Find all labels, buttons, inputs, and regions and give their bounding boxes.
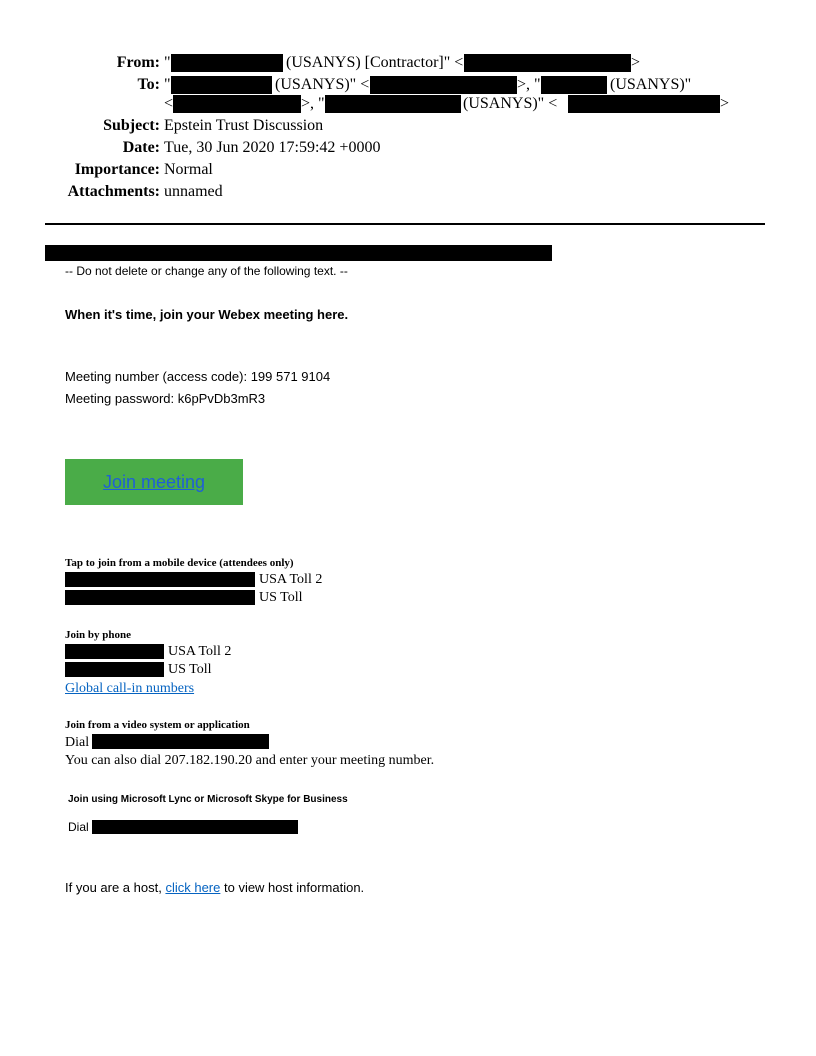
to-line2-text-2: (USANYS)" < [463, 95, 558, 112]
from-value [164, 53, 171, 73]
phone-toll: US Toll [168, 662, 212, 677]
mobile-heading: Tap to join from a mobile device (attendees only) [65, 557, 294, 569]
mobile-toll2: USA Toll 2 [259, 572, 323, 587]
redaction-box [568, 95, 720, 113]
to-line2-text-1: >, " [301, 95, 325, 112]
redaction-box [65, 572, 255, 587]
meeting-number: Meeting number (access code): 199 571 9104 [65, 369, 331, 384]
redaction-box [370, 76, 517, 94]
redaction-box [65, 662, 164, 677]
join-meeting-label: Join meeting [102, 471, 206, 492]
header-divider [45, 223, 765, 225]
subject-value: Epstein Trust Discussion [164, 117, 324, 134]
redaction-box [171, 54, 283, 72]
redaction-box [464, 54, 631, 72]
redaction-box [92, 820, 298, 834]
to-line2-open: < [164, 95, 174, 112]
global-call-in-link[interactable]: Global call-in numbers [65, 681, 195, 696]
phone-heading: Join by phone [65, 629, 132, 641]
to-open-quote: " [164, 76, 171, 93]
to-line2-close: > [720, 95, 730, 112]
from-text: (USANYS) [Contractor]" < [286, 54, 464, 71]
phone-toll2: USA Toll 2 [168, 644, 232, 659]
video-also-text: You can also dial 207.182.190.20 and enter your meeting number. [65, 753, 435, 768]
click-here-link[interactable]: click here [165, 880, 221, 895]
mobile-toll: US Toll [259, 590, 303, 605]
date-value: Tue, 30 Jun 2020 17:59:42 +0000 [164, 139, 381, 156]
to-value [164, 75, 171, 95]
video-dial-label: Dial [65, 735, 90, 750]
redaction-box [171, 76, 272, 94]
subject-label: Subject: [103, 117, 160, 134]
to-text-3: (USANYS)" [610, 76, 692, 93]
video-heading: Join from a video system or application [65, 719, 250, 731]
from-label: From: [116, 54, 160, 71]
redaction-box [325, 95, 461, 113]
host-prefix: If you are a host, [65, 880, 166, 895]
join-meeting-button[interactable] [65, 459, 243, 505]
redaction-box [173, 95, 301, 113]
redaction-box [92, 734, 269, 749]
date-label: Date: [122, 139, 160, 156]
attachments-value: unnamed [164, 183, 223, 200]
host-suffix: to view host information. [220, 880, 365, 895]
redaction-box [65, 644, 164, 659]
notice-text: -- Do not delete or change any of the following text. -- [65, 264, 348, 278]
from-close: > [631, 54, 641, 71]
attachments-label: Attachments: [67, 183, 160, 200]
to-text-1: (USANYS)" < [275, 76, 370, 93]
redaction-box [65, 590, 255, 605]
to-label: To: [137, 76, 160, 93]
lync-dial-label: Dial [68, 820, 89, 834]
meeting-password: Meeting password: k6pPvDb3mR3 [65, 391, 266, 406]
join-heading: When it's time, join your Webex meeting here. [65, 307, 349, 322]
to-text-2: >, " [517, 76, 541, 93]
redaction-box [541, 76, 607, 94]
host-info-line [65, 879, 364, 897]
redaction-bar [45, 245, 552, 261]
from-open-quote: " [164, 54, 171, 71]
lync-heading: Join using Microsoft Lync or Microsoft Skype for Business [68, 794, 348, 805]
importance-label: Importance: [74, 161, 160, 178]
importance-value: Normal [164, 161, 213, 178]
